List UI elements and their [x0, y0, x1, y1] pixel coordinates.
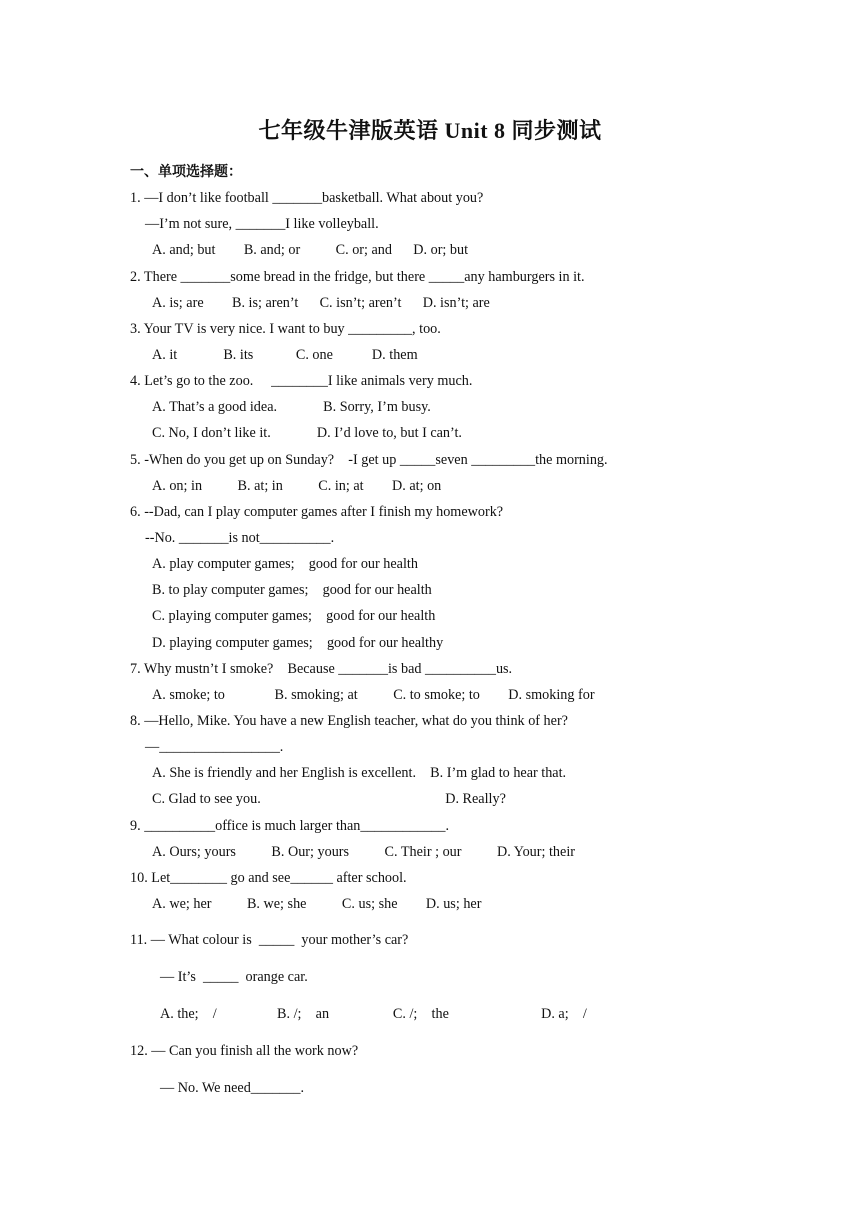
question-1-reply: —I’m not sure, _______I like volleyball.: [145, 216, 379, 232]
question-6-option-b: B. to play computer games; good for our health: [152, 582, 432, 598]
question-5-options: A. on; in B. at; in C. in; at D. at; on: [152, 478, 442, 494]
question-12-reply: — No. We need_______.: [160, 1080, 304, 1096]
question-4-options-ab: A. That’s a good idea. B. Sorry, I’m busy.: [152, 399, 431, 415]
question-12: 12. — Can you finish all the work now?: [130, 1043, 359, 1059]
question-8-reply: —_________________.: [145, 739, 284, 755]
question-1-options: A. and; but B. and; or C. or; and D. or; but: [152, 242, 469, 258]
question-8-options-ab: A. She is friendly and her English is excellent. B. I’m glad to hear that.: [152, 765, 567, 781]
question-7: 7. Why mustn’t I smoke? Because _______is bad __________us.: [130, 661, 513, 677]
question-9: 9. __________office is much larger than____________.: [130, 818, 450, 834]
question-8: 8. —Hello, Mike. You have a new English teacher, what do you think of her?: [130, 713, 568, 729]
question-6-option-a: A. play computer games; good for our health: [152, 556, 418, 572]
question-5: 5. -When do you get up on Sunday? -I get up _____seven _________the morning.: [130, 452, 608, 468]
section-heading: 一、单项选择题：: [130, 164, 242, 180]
question-4: 4. Let’s go to the zoo. ________I like animals very much.: [130, 373, 473, 389]
question-8-options-cd: C. Glad to see you. D. Really?: [152, 791, 506, 807]
question-3: 3. Your TV is very nice. I want to buy _________, too.: [130, 321, 441, 337]
question-2: 2. There _______some bread in the fridge, but there _____any hamburgers in it.: [130, 269, 585, 285]
question-11-reply: — It’s _____ orange car.: [160, 969, 308, 985]
page-title: 七年级牛津版英语 Unit 8 同步测试: [258, 118, 602, 143]
question-1: 1. —I don’t like football _______basketball. What about you?: [130, 190, 484, 206]
question-10: 10. Let________ go and see______ after school.: [130, 870, 407, 886]
question-4-options-cd: C. No, I don’t like it. D. I’d love to, but I can’t.: [152, 425, 462, 441]
question-9-options: A. Ours; yours B. Our; yours C. Their ; our D. Your; their: [152, 844, 575, 860]
question-2-options: A. is; are B. is; aren’t C. isn’t; aren’t D. isn’t; are: [152, 295, 490, 311]
question-6-option-d: D. playing computer games; good for our healthy: [152, 635, 444, 651]
question-3-options: A. it B. its C. one D. them: [152, 347, 418, 363]
question-6: 6. --Dad, can I play computer games after I finish my homework?: [130, 504, 504, 520]
question-7-options: A. smoke; to B. smoking; at C. to smoke; to D. smoking for: [152, 687, 595, 703]
question-11: 11. — What colour is _____ your mother’s car?: [130, 932, 409, 948]
question-11-options: A. the; / B. /; an C. /; the D. a; /: [160, 1006, 587, 1022]
question-10-options: A. we; her B. we; she C. us; she D. us; her: [152, 896, 482, 912]
question-6-option-c: C. playing computer games; good for our health: [152, 608, 436, 624]
question-6-reply: --No. _______is not__________.: [145, 530, 335, 546]
